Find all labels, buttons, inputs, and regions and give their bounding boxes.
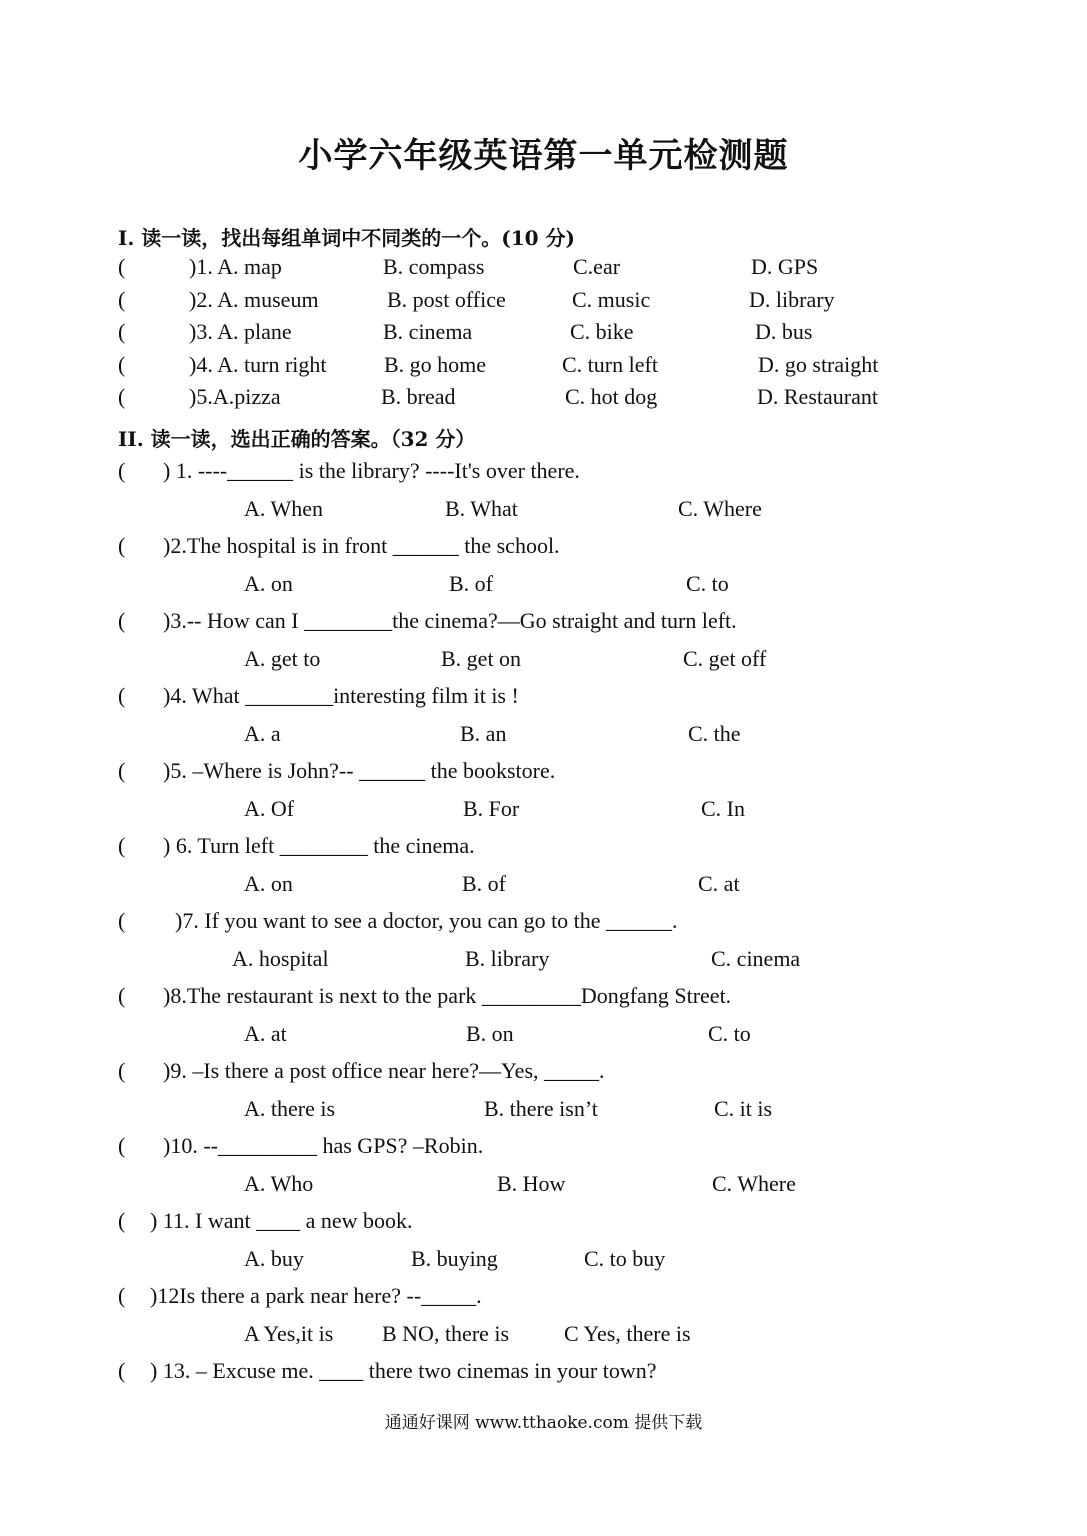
- option-b: B. For: [463, 796, 520, 821]
- answer-paren: (: [118, 1358, 126, 1383]
- question-text: ) 13. – Excuse me. ____ there two cinemas in your town?: [150, 1358, 657, 1383]
- option-c: C. In: [701, 796, 745, 821]
- option-q: )3. A. plane: [189, 319, 292, 344]
- option-c: C. the: [688, 721, 741, 746]
- option-c: C. it is: [714, 1096, 773, 1121]
- option-c: C. hot dog: [565, 384, 658, 409]
- option-b: B. go home: [384, 352, 487, 377]
- option-q: )5.A.pizza: [189, 384, 281, 409]
- answer-paren: (: [118, 458, 126, 483]
- question-text: )12Is there a park near here? --_____.: [150, 1283, 482, 1308]
- option-b: B. an: [460, 721, 507, 746]
- option-b: B. library: [465, 946, 550, 971]
- option-a: A. get to: [244, 646, 321, 671]
- question-text: )5. –Where is John?-- ______ the bookstore.: [163, 758, 556, 783]
- option-a: A. Who: [244, 1171, 314, 1196]
- question-text: ) 11. I want ____ a new book.: [150, 1208, 413, 1233]
- option-b: B. post office: [387, 287, 506, 312]
- answer-paren: (: [118, 1283, 126, 1308]
- option-b: B. How: [497, 1171, 566, 1196]
- page-title: 小学六年级英语第一单元检测题: [298, 136, 789, 176]
- answer-paren: (: [118, 833, 126, 858]
- option-d: D. Restaurant: [757, 384, 878, 409]
- option-c: C. Where: [712, 1171, 796, 1196]
- option-q: )1. A. map: [189, 254, 282, 279]
- option-c: C. bike: [570, 319, 634, 344]
- option-b: B. of: [449, 571, 493, 596]
- answer-paren: (: [118, 983, 126, 1008]
- option-d: D. bus: [755, 319, 813, 344]
- option-q: )4. A. turn right: [189, 352, 327, 377]
- option-a: A. hospital: [232, 946, 329, 971]
- option-b: B. get on: [441, 646, 522, 671]
- option-a: A. buy: [244, 1246, 304, 1271]
- option-a: A. on: [244, 571, 293, 596]
- question-text: )4. What ________interesting film it is !: [163, 683, 519, 708]
- option-c: C. to buy: [584, 1246, 666, 1271]
- option-a: A. at: [244, 1021, 287, 1046]
- option-d: D. go straight: [758, 352, 879, 377]
- option-a: A. When: [244, 496, 324, 521]
- option-a: A. Of: [244, 796, 295, 821]
- question-text: )7. If you want to see a doctor, you can go to the ______.: [175, 908, 678, 933]
- answer-paren: (: [118, 1058, 126, 1083]
- option-a: A. a: [244, 721, 281, 746]
- answer-paren: (: [118, 254, 126, 279]
- option-d: D. library: [749, 287, 835, 312]
- answer-paren: (: [118, 683, 126, 708]
- question-text: )2.The hospital is in front ______ the school.: [163, 533, 560, 558]
- option-b: B. of: [462, 871, 506, 896]
- question-text: ) 1. ----______ is the library? ----It's over there.: [163, 458, 580, 483]
- answer-paren: (: [118, 319, 126, 344]
- section-1-heading: I. 读一读，找出每组单词中不同类的一个。(10 分): [118, 226, 576, 250]
- question-text: ) 6. Turn left ________ the cinema.: [163, 833, 475, 858]
- question-text: )10. --_________ has GPS? –Robin.: [163, 1133, 484, 1158]
- option-b: B. compass: [383, 254, 485, 279]
- option-c: C.ear: [573, 254, 621, 279]
- answer-paren: (: [118, 533, 126, 558]
- option-b: B. What: [445, 496, 518, 521]
- question-text: )3.-- How can I ________the cinema?—Go straight and turn left.: [163, 608, 737, 633]
- option-d: D. GPS: [751, 254, 819, 279]
- option-q: )2. A. museum: [189, 287, 319, 312]
- option-b: B. on: [466, 1021, 514, 1046]
- option-a: A. there is: [244, 1096, 336, 1121]
- answer-paren: (: [118, 287, 126, 312]
- answer-paren: (: [118, 352, 126, 377]
- option-c: C. turn left: [562, 352, 658, 377]
- question-text: )8.The restaurant is next to the park _________Dongfang Street.: [163, 983, 732, 1008]
- option-b: B. bread: [381, 384, 456, 409]
- option-c: C. at: [698, 871, 740, 896]
- answer-paren: (: [118, 758, 126, 783]
- option-c: C. cinema: [711, 946, 801, 971]
- option-b: B. buying: [411, 1246, 498, 1271]
- option-c: C. get off: [683, 646, 767, 671]
- footer-note: 通通好课网 www.tthaoke.com 提供下载: [384, 1413, 703, 1433]
- option-c: C. to: [708, 1021, 751, 1046]
- answer-paren: (: [118, 908, 126, 933]
- option-c: C. to: [686, 571, 729, 596]
- option-b: B. there isn’t: [484, 1096, 598, 1121]
- answer-paren: (: [118, 608, 126, 633]
- option-c: C Yes, there is: [564, 1321, 691, 1346]
- option-a: A Yes,it is: [244, 1321, 334, 1346]
- answer-paren: (: [118, 384, 126, 409]
- option-b: B. cinema: [383, 319, 473, 344]
- option-b: B NO, there is: [382, 1321, 510, 1346]
- option-c: C. Where: [678, 496, 762, 521]
- section-2-heading: II. 读一读，选出正确的答案。（32 分）: [118, 427, 476, 451]
- answer-paren: (: [118, 1133, 126, 1158]
- option-a: A. on: [244, 871, 293, 896]
- question-text: )9. –Is there a post office near here?—Yes, _____.: [163, 1058, 605, 1083]
- option-c: C. music: [572, 287, 651, 312]
- answer-paren: (: [118, 1208, 126, 1233]
